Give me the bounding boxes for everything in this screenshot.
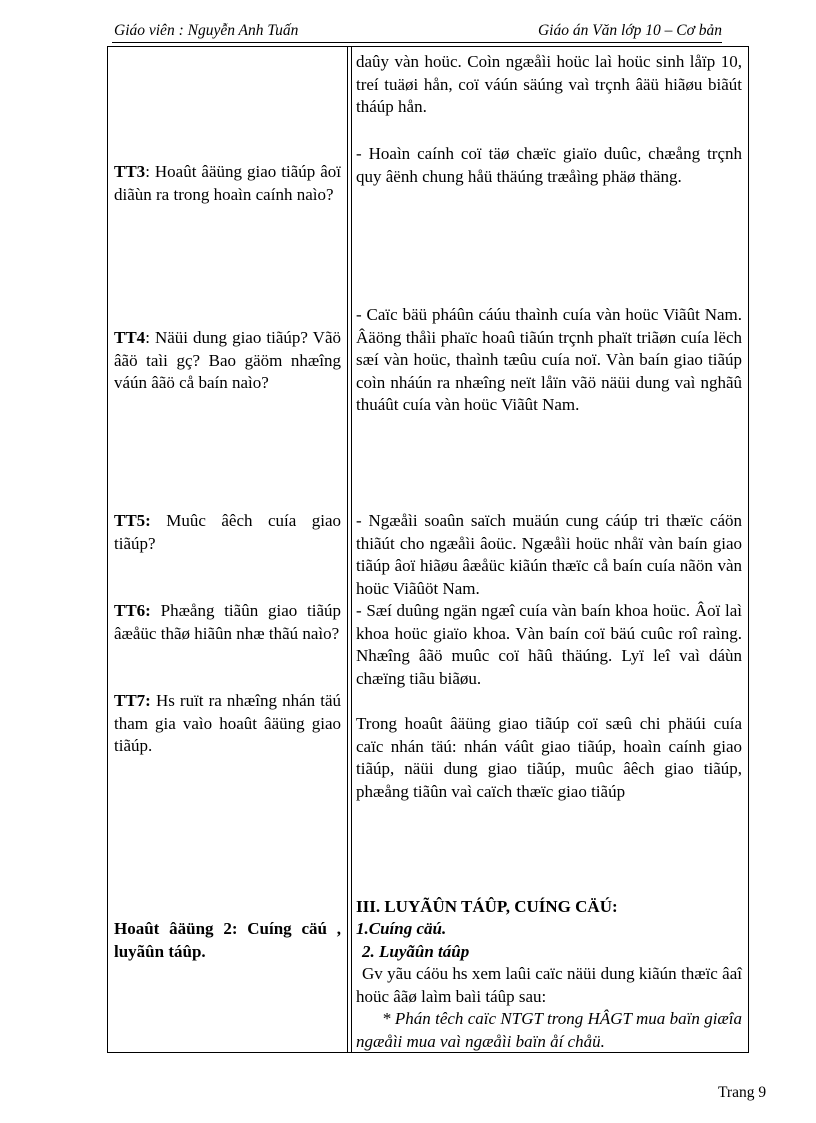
task-tt5: TT5: Muûc âêch cuía giao tiãúp? xyxy=(114,511,341,553)
subject-title: Giáo án Văn lớp 10 – Cơ bản xyxy=(537,22,722,39)
page-header xyxy=(112,22,722,43)
column-divider xyxy=(347,47,348,1052)
subsection-1: 1.Cuíng cäú. xyxy=(356,919,447,938)
task-tt4: TT4: Näüi dung giao tiãúp? Vãö âãö taìi gç? Bao gäöm nhæîng váún âãö cå baín naìo? xyxy=(114,328,341,392)
answer-tt6: - Sæí duûng ngän ngæî cuía vàn baín khoa hoüc. Âoï laì khoa hoüc giaïo khoa. Vàn baín coï bäú cuûc roî raìng. Nhæîng âãö muûc coï hãû thäúng. Lyï leî vaì dáùn chæïng tiãu biãøu. xyxy=(356,601,742,688)
activity-2-heading: Hoaût âäüng 2: Cuíng cäú , luyãûn táûp. xyxy=(114,919,341,961)
task-tt3: TT3: Hoaût âäüng giao tiãúp âoï diãùn ra trong hoaìn caính naìo? xyxy=(114,162,341,204)
teacher-name: Giáo viên : Nguyễn Anh Tuấn xyxy=(114,22,299,39)
lesson-table xyxy=(107,46,749,1053)
answer-tt4: - Caïc bäü pháûn cáúu thaình cuía vàn hoüc Viãût Nam. Âäöng thåìi phaïc hoaû tiãún trçnh phaït triãøn cuía lëch sæí vàn hoüc, thaình tæûu cuía noï. Vàn baín giao tiãúp coìn nháún ra nhæîng neït låïn vãö näüi dung vaì nghãû thuáût cuía vàn hoüc Viãût Nam. xyxy=(356,305,742,414)
page-number: Trang 9 xyxy=(718,1084,767,1101)
exercise-item: * Phán têch caïc NTGT trong HÂGT mua baïn giæîa ngæåìi mua vaì ngæåìi baïn åí chåü. xyxy=(356,1009,742,1051)
subsection-2: 2. Luyãûn táûp xyxy=(362,942,470,961)
exercise-instruction: Gv yãu cáöu hs xem laûi caïc näüi dung kiãún thæïc âaî hoüc âãø laìm baìi táûp sau: xyxy=(356,964,742,1006)
answer-tt7: Trong hoaût âäüng giao tiãúp coï sæû chi phäúi cuía caïc nhán täú: nhán váût giao tiãúp, hoaìn caính giao tiãúp, näüi dung giao tiãúp, muûc âêch giao tiãúp, phæång tiãûn vaì caïch thæïc giao tiãúp xyxy=(356,714,742,801)
answer-tt5: - Ngæåìi soaûn saïch muäún cung cáúp tri thæïc cáön thiãút cho ngæåìi âoüc. Ngæåìi hoüc nhåï vàn baín giao tiãúp âoï hiãøu âæåüc kiãún thæïc cå baín cuía nãön vàn hoüc Viãûöt Nam. xyxy=(356,511,742,598)
answer-p1: daûy vàn hoüc. Coìn ngæåìi hoüc laì hoüc sinh låïp 10, treí tuäøi hån, coï váún säúng vaì trçnh âäü hiãøu biãút tháúp hån. xyxy=(356,52,742,116)
section-3-heading: III. LUYÃÛN TÁÛP, CUÍNG CÄÚ: xyxy=(356,897,618,916)
answer-tt3: - Hoaìn caính coï täø chæïc giaïo duûc, chæång trçnh quy âënh chung håü thäúng træåìng phäø thäng. xyxy=(356,144,742,186)
column-divider-inner xyxy=(351,47,352,1052)
task-tt7: TT7: Hs ruït ra nhæîng nhán täú tham gia vaìo hoaût âäüng giao tiãúp. xyxy=(114,691,341,755)
task-tt6: TT6: Phæång tiãûn giao tiãúp âæåüc thãø hiãûn nhæ thãú naìo? xyxy=(114,601,341,643)
